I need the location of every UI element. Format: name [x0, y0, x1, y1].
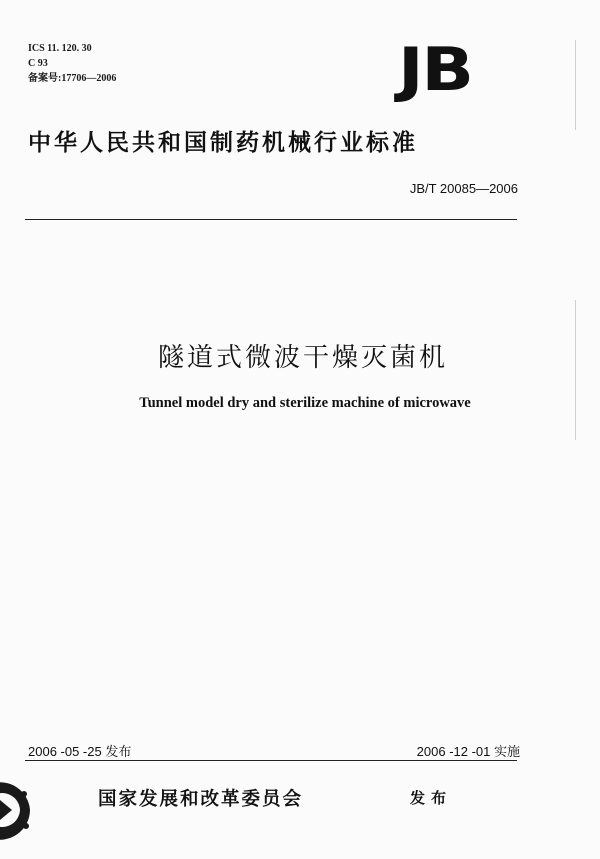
document-title-chinese: 隧道式微波干燥灭菌机	[157, 343, 448, 373]
standard-category: 中华人民共和国制药机械行业标准	[28, 130, 418, 156]
ics-code: ICS 11. 120. 30	[28, 43, 92, 54]
issuer-emblem-icon	[0, 780, 44, 842]
scan-edge-line	[575, 40, 576, 130]
bottom-divider	[25, 760, 517, 761]
publish-date: 2006 -05 -25 发布	[28, 744, 132, 759]
issuing-authority: 国家发展和改革委员会	[98, 789, 304, 810]
issue-label: 发布	[410, 789, 453, 807]
filing-number: 备案号:17706—2006	[28, 73, 117, 84]
ccs-code: C 93	[28, 58, 48, 69]
document-title-english: Tunnel model dry and sterilize machine of microwave	[139, 395, 471, 411]
jb-logo: JB	[398, 35, 472, 105]
top-divider	[25, 219, 517, 220]
effective-date: 2006 -12 -01 实施	[416, 744, 520, 759]
standard-code: JB/T 20085—2006	[409, 181, 518, 196]
